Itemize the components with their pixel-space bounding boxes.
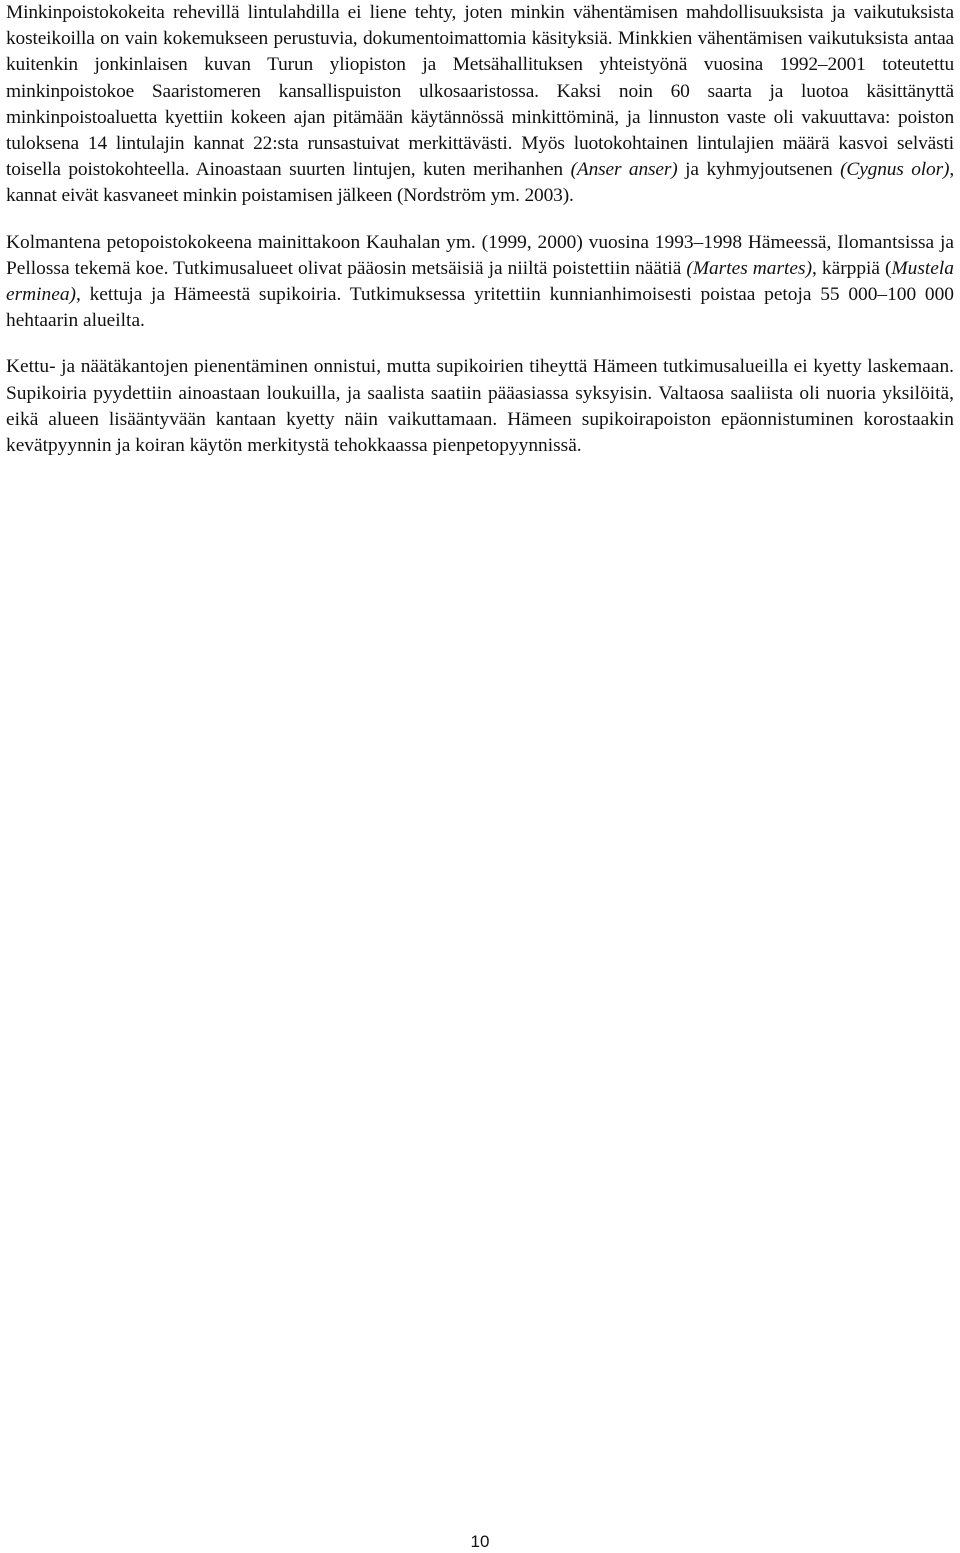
species-name-stoat: Mustela erminea)	[6, 257, 954, 306]
species-name-pine-marten: (Martes martes)	[686, 257, 813, 279]
paragraph-mink-removal	[6, 0, 954, 210]
para1-text-1: Minkinpoistokokeita rehevillä lintulahdilla ei liene tehty, joten minkin vähentämisen mahdollisuuksista ja vaikutuksista kosteikoilla on vain kokemukseen perustuvia, dokumentoimattomia käsityksiä. Minkkien vähentämisen vaikutuksista antaa kuitenkin jonkinlaisen kuvan Turun yliopiston ja Metsähallituksen yhteistyönä vuosina 1992–2001 toteutettu minkinpoistokoe Saaristomeren kansallispuiston ulkosaaristossa. Kaksi noin 60 saarta ja luotoa käsittänyttä minkinpoistoaluetta kyettiin kokeen ajan pitämään käytännössä minkittöminä, ja linnuston vaste oli vakuuttava: poiston tuloksena 14 lintulajin kannat 22:sta runsastuivat merkittävästi. Myös luotokohtainen lintulajien määrä kasvoi selvästi toisella poistokohteella. Ainoastaan suurten lintujen, kuten merihanhen	[6, 2, 954, 181]
para3-text-1: Kettu- ja näätäkantojen pienentäminen onnistui, mutta supikoirien tiheyttä Hämeen tutkimusalueilla ei kyetty laskemaan. Supikoiria pyydettiin ainoastaan loukuilla, ja saalista saatiin pääasiassa syksyisin. Valtaosa saaliista oli nuoria yksilöitä, eikä alueen lisääntyvään kantaan kyetty näin vaikuttamaan. Hämeen supikoirapoiston epäonnistuminen korostaakin kevätpyynnin ja koiran käytön merkitystä tehokkaassa pienpetopyynnissä.	[6, 356, 954, 457]
para1-text-2: ja kyhmyjoutsenen	[677, 159, 841, 181]
para2-text-1: Kolmantena petopoistokokeena mainittakoon Kauhalan ym. (1999, 2000) vuosina 1993–1998 Hämeessä, Ilomantsissa ja Pellossa tekemä koe. Tutkimusalueet olivat pääosin metsäisiä ja niiltä poistettiin näätiä	[6, 231, 954, 279]
para2-text-3: , kettuja ja Hämeestä supikoiria. Tutkimuksessa yritettiin kunnianhimoisesti poistaa petoja 55 000–100 000 hehtaarin alueilta.	[6, 284, 954, 332]
para2-text-2: , kärppiä (	[812, 257, 892, 279]
species-name-greylag-goose: (Anser anser)	[570, 159, 678, 181]
paragraph-predator-removal-experiment	[6, 230, 954, 335]
page-number: 10	[470, 1532, 490, 1551]
para1-text-3: , kannat eivät kasvaneet minkin poistamisen jälkeen (Nordström ym. 2003).	[6, 159, 955, 207]
species-name-mute-swan: (Cygnus olor)	[840, 159, 950, 181]
paragraph-raccoon-dog-results	[6, 354, 954, 459]
document-page	[6, 0, 954, 459]
